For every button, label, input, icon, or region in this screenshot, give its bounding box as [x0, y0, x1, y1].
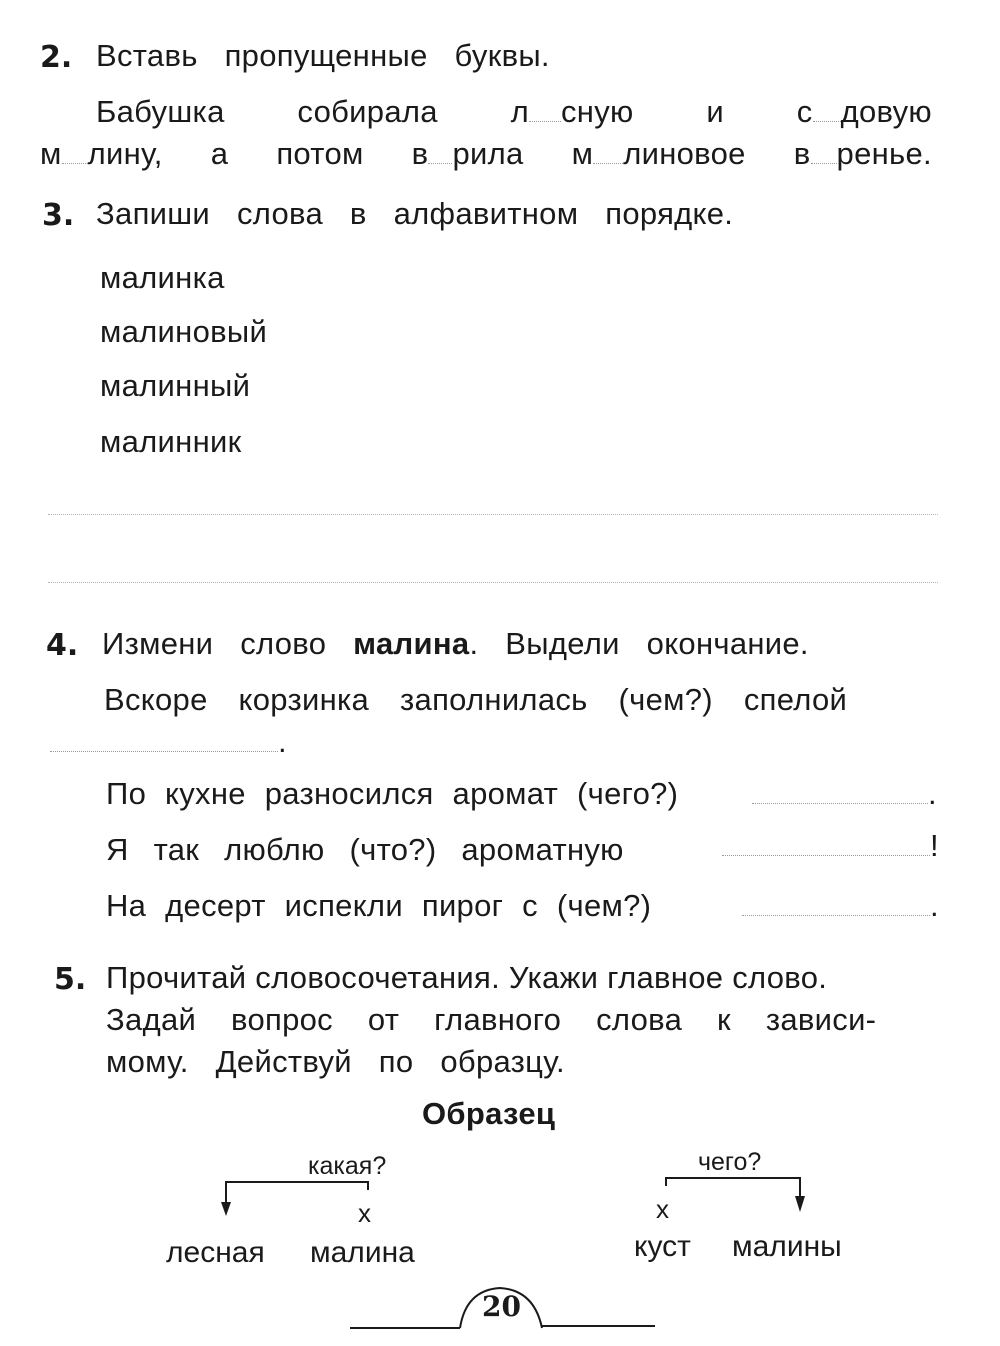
example-2-diagram: [620, 1140, 880, 1270]
task-5-number: 5.: [54, 962, 87, 997]
task-2-instruction: Вставь пропущенные буквы.: [96, 38, 550, 73]
main-word-mark: х: [656, 1194, 669, 1224]
word-list-item: малиновый: [100, 314, 268, 349]
arrow-head: [221, 1202, 231, 1216]
question-label: какая?: [308, 1152, 387, 1180]
example-1-diagram: [166, 1140, 460, 1270]
word-list-item: малинник: [100, 424, 242, 459]
word-with-gap: в ренье.: [793, 136, 932, 171]
task-4-sentence-3-end: !: [722, 826, 939, 866]
arrow-head: [795, 1196, 805, 1212]
answer-line[interactable]: [48, 582, 938, 583]
main-word-mark: х: [358, 1198, 371, 1228]
answer-blank[interactable]: [742, 914, 930, 916]
task-4-sentence-1-end: .: [50, 722, 287, 762]
task-3-number: 3.: [42, 198, 75, 233]
main-word: малина: [310, 1236, 415, 1269]
task-5-instruction-line-3: мому. Действуй по образцу.: [106, 1044, 565, 1079]
word-with-gap: л сную: [510, 94, 634, 129]
task-4-sentence-4: На десерт испекли пирог с (чем?): [106, 888, 652, 923]
dependent-word: малины: [732, 1230, 842, 1263]
target-word: малина: [353, 626, 470, 661]
question-bracket: [666, 1178, 800, 1196]
page-number: 20: [482, 1290, 521, 1323]
word: а: [210, 136, 229, 171]
task-5-instruction-line-1: Прочитай словосочетания. Укажи главное слово.: [106, 960, 828, 995]
dependent-word: лесная: [166, 1236, 265, 1269]
question-bracket: [226, 1182, 368, 1202]
main-word: куст: [634, 1230, 691, 1263]
task-2-sentence-line-1: [96, 92, 932, 132]
task-4-instruction: Измени слово малина. Выдели окончание.: [102, 626, 809, 661]
word: потом: [276, 136, 364, 171]
page-number-footer: [350, 1280, 660, 1336]
answer-blank[interactable]: [722, 854, 930, 856]
task-5-instruction-line-2: Задай вопрос от главного слова к зависи-: [106, 1002, 877, 1037]
word: собирала: [297, 94, 438, 129]
question-label: чего?: [698, 1148, 762, 1176]
word-list-item: малинный: [100, 368, 251, 403]
task-4-sentence-1: Вскоре корзинка заполнилась (чем?) спелой: [104, 682, 848, 717]
word-with-gap: м лину,: [40, 136, 163, 171]
answer-line[interactable]: [48, 514, 938, 515]
word: и: [706, 94, 724, 129]
task-3-instruction: Запиши слова в алфавитном порядке.: [96, 196, 734, 231]
task-4-sentence-3: Я так люблю (что?) ароматную: [106, 832, 624, 867]
sample-title: Образец: [422, 1096, 556, 1131]
word-with-gap: с довую: [796, 94, 932, 129]
answer-blank[interactable]: [752, 802, 928, 804]
word-list-item: малинка: [100, 260, 225, 295]
task-2-number: 2.: [40, 40, 73, 75]
word-with-gap: м линовое: [571, 136, 746, 171]
task-4-sentence-2-end: .: [752, 774, 937, 814]
word: Бабушка: [96, 94, 225, 129]
task-4-sentence-4-end: .: [742, 886, 939, 926]
answer-blank[interactable]: [50, 750, 278, 752]
word-with-gap: в рила: [411, 136, 524, 171]
task-4-sentence-2: По кухне разносился аромат (чего?): [106, 776, 679, 811]
task-4-number: 4.: [46, 628, 79, 663]
task-2-sentence-line-2: [40, 134, 932, 174]
